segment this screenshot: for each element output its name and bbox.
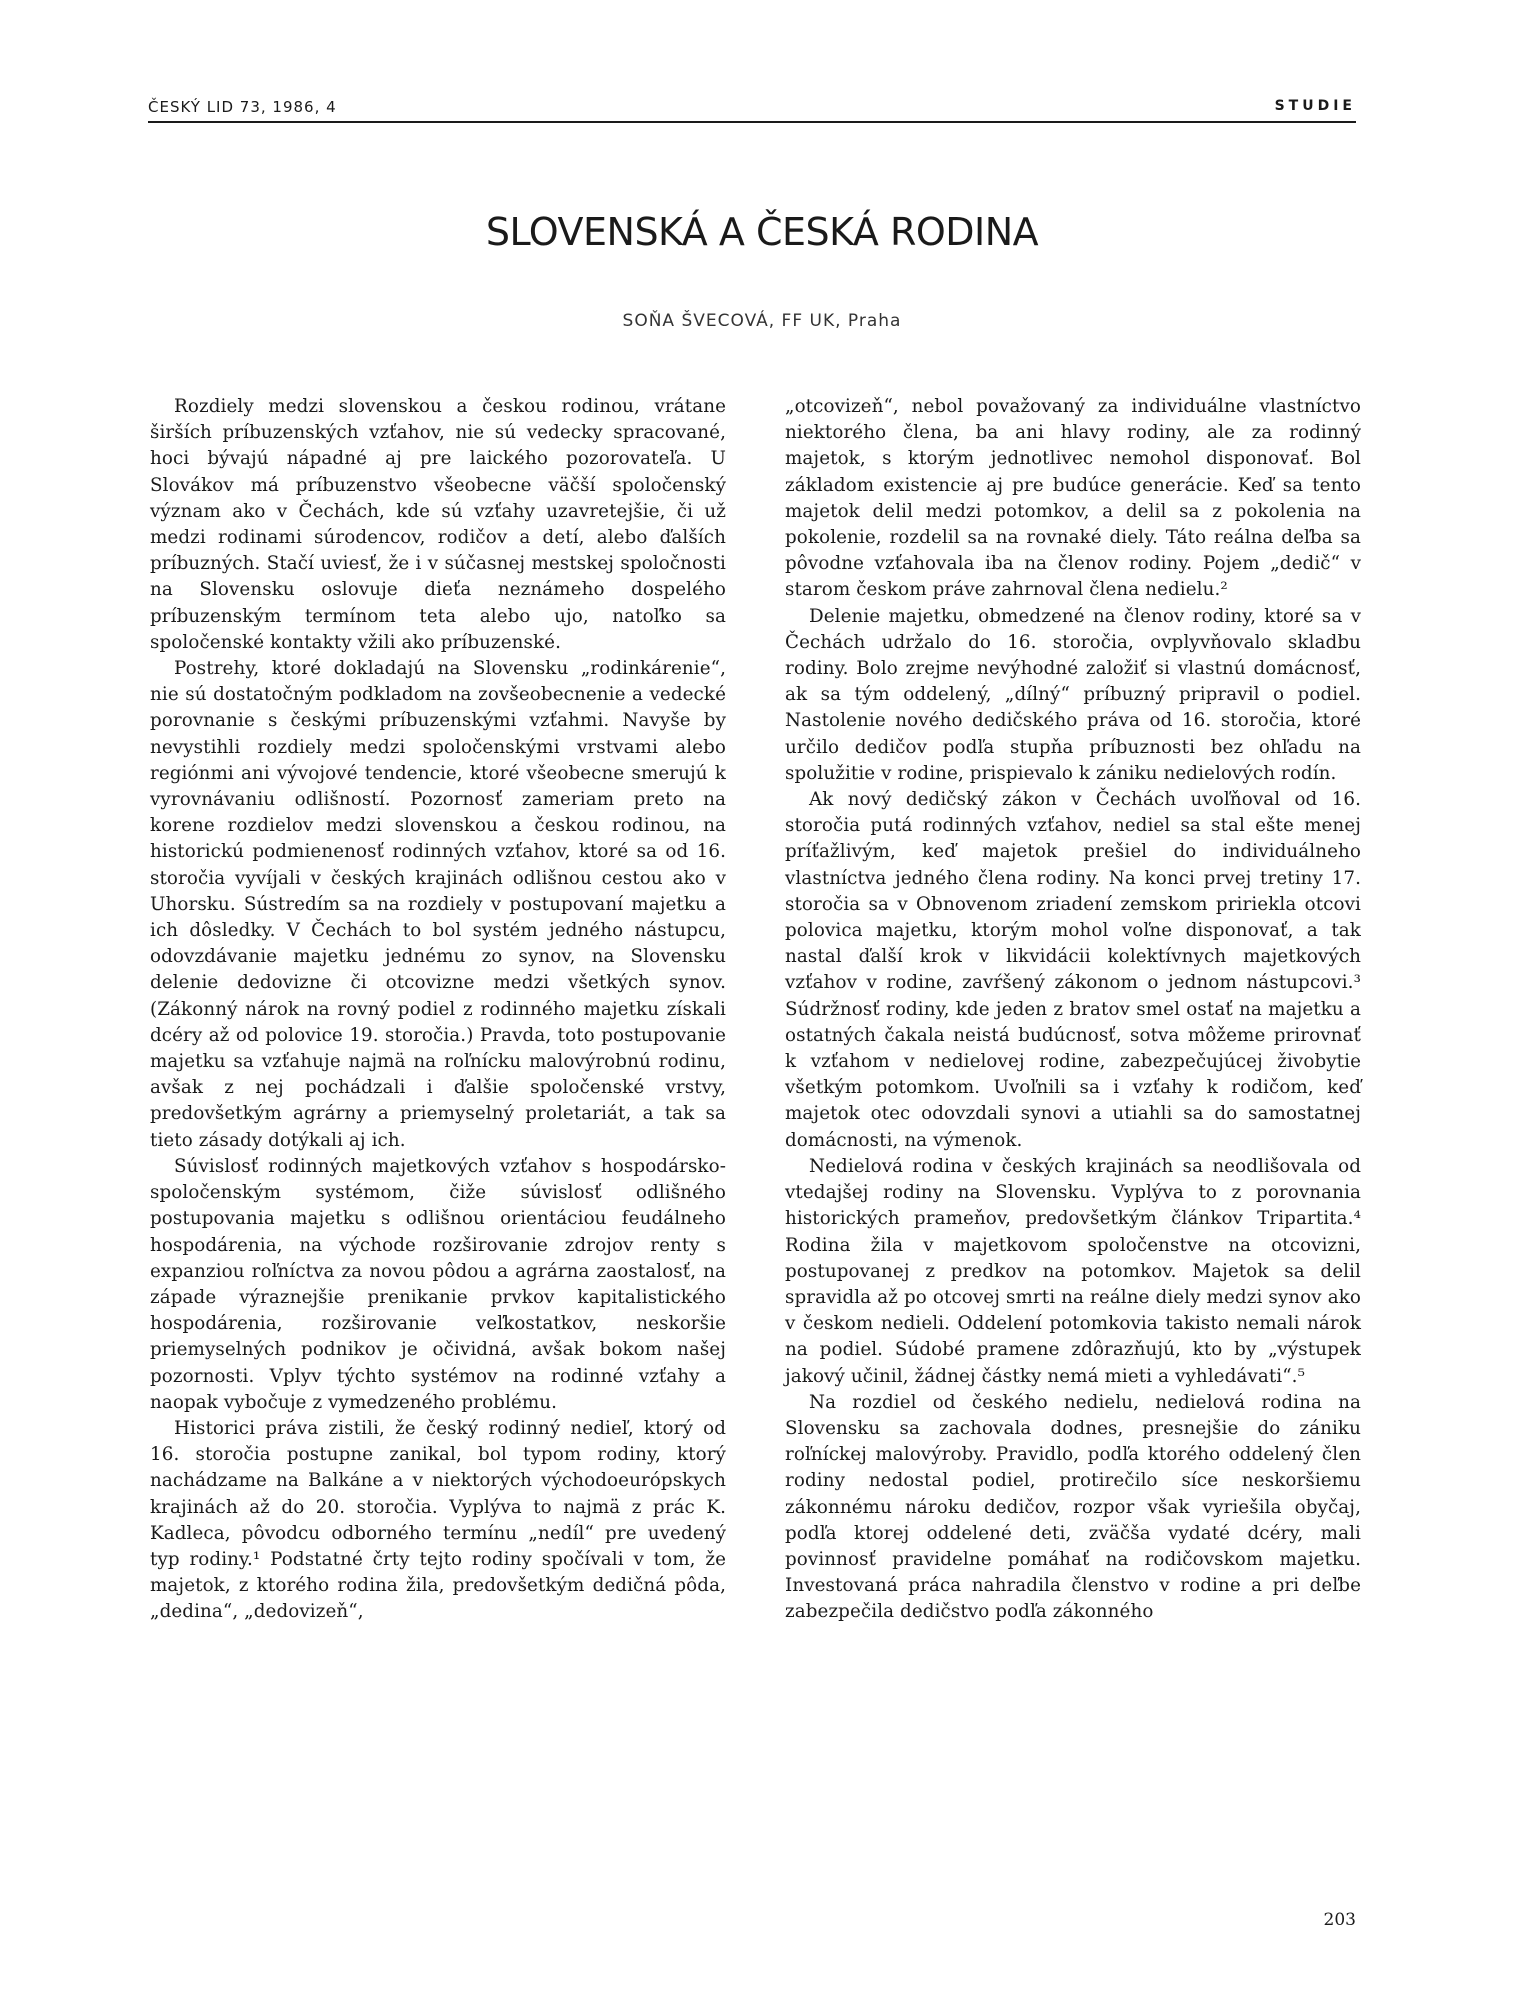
paragraph: Nedielová rodina v českých krajinách sa neodlišovala od vtedajšej rodiny na Slovensku. Vyplýva to z porovnania historických prameňov, predovšetkým článkov Tripartita.⁴ Rodina žila v majetkovom spoločenstve na otcovizni, postupovanej z predkov na potomkov. Majetok sa delil spravidla až po otcovej smrti na reálne diely medzi synov ako v českom nedieli. Oddelení potomkovia takisto nemali nárok na podiel. Súdobé pramene zdôrazňujú, kto by „výstupek jakový učinil, žádnej částky nemá mieti a vyhledávati“.⁵	[785, 1155, 1361, 1387]
paragraph: Rozdiely medzi slovenskou a českou rodinou, vrátane širších príbuzenských vzťahov, nie sú vedecky spracované, hoci bývajú nápadné aj pre laického pozorovateľa. U Slovákov má príbuzenstvo všeobecne väčší spoločenský význam ako v Čechách, kde sú vzťahy uzavretejšie, či už medzi rodinami súrodencov, rodičov a detí, alebo ďalších príbuzných. Stačí uviesť, že i v súčasnej mestskej spoločnosti na Slovensku oslovuje dieťa neznámeho dospelého príbuzenským termínom teta alebo ujo, natoľko sa spoločenské kontakty vžili ako príbuzenské.	[150, 396, 726, 653]
paragraph: Delenie majetku, obmedzené na členov rodiny, ktoré sa v Čechách udržalo do 16. storočia, ovplyvňovalo skladbu rodiny. Bolo zrejme nevýhodné založiť si vlastnú domácnosť, ak sa tým oddelený, „dílný“ príbuzný pripravil o podiel. Nastolenie nového dedičského práva od 16. storočia, ktoré určilo dedičov podľa stupňa príbuznosti bez ohľadu na spolužitie v rodine, prispievalo k zániku nedielových rodín.	[785, 605, 1361, 784]
paragraph: Postrehy, ktoré dokladajú na Slovensku „rodinkárenie“, nie sú dostatočným podkladom na zovšeobecnenie a vedecké porovnanie s českými príbuzenskými vzťahmi. Navyše by nevystihli rozdiely medzi spoločenskými vrstvami alebo regiónmi ani vývojové tendencie, ktoré všeobecne smerujú k vyrovnávaniu odlišností. Pozornosť zameriam preto na korene rozdielov medzi slovenskou a českou rodinou, na historickú podmienenosť rodinných vzťahov, ktoré sa od 16. storočia vyvíjali v českých krajinách odlišnou cestou ako v Uhorsku. Sústredím sa na rozdiely v postupovaní majetku a ich dôsledky. V Čechách to bol systém jedného nástupcu, odovzdávanie majetku jednému zo synov, na Slovensku delenie dedovizne či otcovizne medzi všetkých synov. (Zákonný nárok na rovný podiel z rodinného majetku získali dcéry až od polovice 19. storočia.) Pravda, toto postupovanie majetku sa vzťahuje najmä na roľnícku malovýrobnú rodinu, avšak z nej pochádzali i ďalšie spoločenské vrstvy, predovšetkým agrárny a priemyselný proletariát, a tak sa tieto zásady dotýkali aj ich.	[150, 658, 726, 1151]
article-author: SOŇA ŠVECOVÁ, FF UK, Praha	[622, 311, 902, 331]
text-column-right	[785, 394, 1361, 1626]
page-number: 203	[1323, 1910, 1356, 1930]
paragraph: Na rozdiel od českého nedielu, nedielová rodina na Slovensku sa zachovala dodnes, presnejšie do zániku roľníckej malovýroby. Pravidlo, podľa ktorého oddelený člen rodiny nedostal podiel, protirečilo síce neskoršiemu zákonnému nároku dedičov, rozpor však vyriešila obyčaj, podľa ktorej oddelené deti, zväčša vydaté dcéry, mali povinnosť pravidelne pomáhať na rodičovskom majetku. Investovaná práca nahradila členstvo v rodine a pri deľbe zabezpečila dedičstvo podľa zákonného	[785, 1391, 1361, 1623]
paragraph: Historici práva zistili, že český rodinný nedieľ, ktorý od 16. storočia postupne zanikal, bol typom rodiny, ktorý nachádzame na Balkáne a v niektorých východoeurópskych krajinách až do 20. storočia. Vyplýva to najmä z prác K. Kadleca, pôvodcu odborného termínu „nedíl“ pre uvedený typ rodiny.¹ Podstatné črty tejto rodiny spočívali v tom, že majetok, z ktorého rodina žila, predovšetkým dedičná pôda, „dedina“, „dedovizeň“,	[150, 1417, 726, 1623]
header-rule	[148, 121, 1356, 123]
section-label: STUDIE	[1274, 98, 1356, 114]
journal-reference: ČESKÝ LID 73, 1986, 4	[148, 98, 337, 116]
running-header	[148, 98, 1356, 122]
paragraph: Ak nový dedičský zákon v Čechách uvoľňoval od 16. storočia putá rodinných vzťahov, nediel sa stal ešte menej príťažlivým, keď majetok prešiel do individuálneho vlastníctva jedného člena rodiny. Na konci prvej tretiny 17. storočia sa v Obnovenom zriadení zemskom pririekla otcovi polovica majetku, ktorým mohol voľne disponovať, a tak nastal ďalší krok v likvidácii kolektívnych majetkových vzťahov v rodine, zavŕšený zákonom o jednom nástupcovi.³ Súdržnosť rodiny, kde jeden z bratov smel ostať na majetku a ostatných čakala neistá budúcnosť, sotva môžeme prirovnať k vzťahom v nedielovej rodine, zabezpečujúcej živobytie všetkým potomkom. Uvoľnili sa i vzťahy k rodičom, keď majetok otec odovzdali synovi a utiahli sa do samostatnej domácnosti, na výmenok.	[785, 789, 1361, 1151]
article-title: SLOVENSKÁ A ČESKÁ RODINA	[485, 210, 1039, 254]
paragraph: Súvislosť rodinných majetkových vzťahov s hospodársko-spoločenským systémom, čiže súvislosť odlišného postupovania majetku s odlišnou orientáciou feudálneho hospodárenia, na východe rozširovanie zdrojov renty s expanziou roľníctva za novou pôdou a agrárna zaostalosť, na západe výraznejšie prenikanie prvkov kapitalistického hospodárenia, rozširovanie veľkostatkov, neskoršie priemyselných podnikov je očividná, avšak bokom našej pozornosti. Vplyv týchto systémov na rodinné vzťahy a naopak vybočuje z vymedzeného problému.	[150, 1155, 726, 1413]
text-column-left	[150, 394, 726, 1626]
paragraph: „otcovizeň“, nebol považovaný za individuálne vlastníctvo niektorého člena, ba ani hlavy rodiny, ale za rodinný majetok, s ktorým jednotlivec nemohol disponovať. Bol základom existencie aj pre budúce generácie. Keď sa tento majetok delil medzi potomkov, a delil sa z pokolenia na pokolenie, rozdelil sa na rovnaké diely. Táto reálna deľba sa pôvodne vzťahovala iba na členov rodiny. Pojem „dedič“ v starom českom práve zahrnoval člena nedielu.²	[785, 396, 1361, 601]
